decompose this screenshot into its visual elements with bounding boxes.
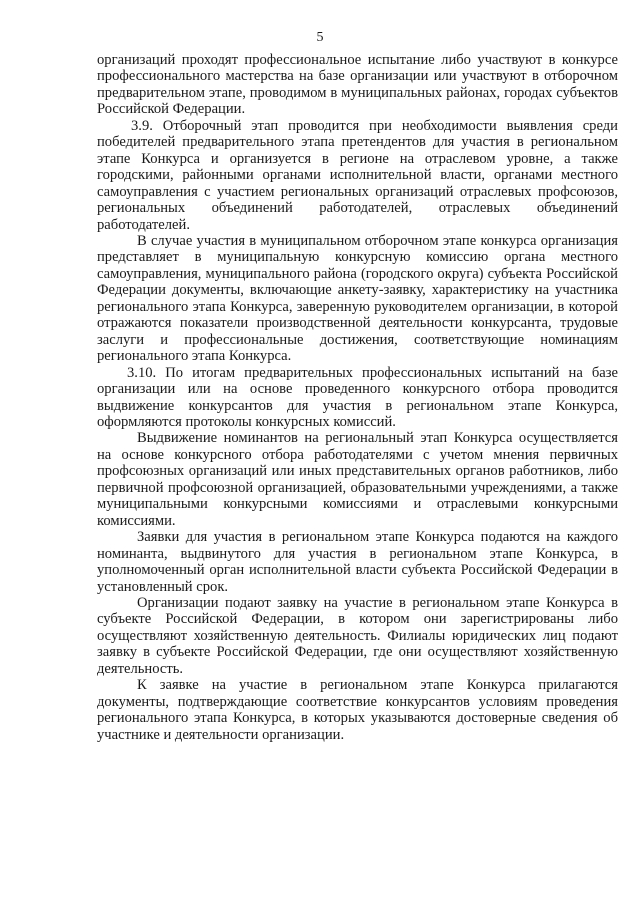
paragraph-attachments: К заявке на участие в региональном этапе Конкурса прилагаются документы, подтверждающие соответствие конкурсантов условиям проведения регионального этапа Конкурса, в которых указываются достоверные сведения об участнике и деятельности организации. — [97, 677, 618, 743]
paragraph-applications: Заявки для участия в региональном этапе Конкурса подаются на каждого номинанта, выдвинутого для участия в региональном этапе Конкурса, в уполномоченный орган исполнительной власти субъекта Российской Федерации в установленный срок. — [97, 529, 618, 595]
paragraph-municipal-stage: В случае участия в муниципальном отборочном этапе конкурса организация представляет в муниципальную конкурсную комиссию органа местного самоуправления, муниципального района (городского округа) субъекта Российской Федерации документы, включающие анкету-заявку, характеристику на участника регионального этапа Конкурса, заверенную руководителем организации, в которой отражаются показатели производственной деятельности конкурсанта, трудовые заслуги и профессиональные достижения, соответствующие номинациям регионального этапа Конкурса. — [97, 232, 618, 365]
paragraph-organizations: Организации подают заявку на участие в региональном этапе Конкурса в субъекте Российской Федерации, в котором они зарегистрированы либо осуществляют хозяйственную деятельность. Филиалы юридических лиц подают заявку в субъекте Российской Федерации, где они осуществляют хозяйственную деятельность. — [97, 594, 618, 677]
page-number: 5 — [316, 30, 324, 45]
document-body — [97, 52, 618, 743]
paragraph-3-9: 3.9. Отборочный этап проводится при необходимости выявления среди победителей предварительного этапа претендентов для участия в региональном этапе Конкурса и организуется в регионе на отраслевом уровне, а также городскими, районными органами исполнительной власти, органами местного самоуправления с участием региональных организаций отраслевых профсоюзов, региональных объединений работодателей, отраслевых объединений работодателей. — [97, 117, 618, 233]
paragraph-continued: организаций проходят профессиональное испытание либо участвуют в конкурсе профессионального мастерства на базе организации или участвуют в отборочном предварительном этапе, проводимом в муниципальных районах, городах субъектов Российской Федерации. — [97, 52, 618, 118]
paragraph-nomination: Выдвижение номинантов на региональный этап Конкурса осуществляется на основе конкурсного отбора работодателями с учетом мнения первичных профсоюзных организаций или иных представительных органов работников, либо первичной профсоюзной организацией, образовательными учреждениями, а также муниципальными конкурсными комиссиями и отраслевыми конкурсными комиссиями. — [97, 430, 618, 529]
paragraph-3-10: 3.10. По итогам предварительных профессиональных испытаний на базе организации или на основе проведенного конкурсного отбора проводится выдвижение конкурсантов для участия в региональном этапе Конкурса, оформляются протоколы конкурсных комиссий. — [97, 364, 618, 430]
